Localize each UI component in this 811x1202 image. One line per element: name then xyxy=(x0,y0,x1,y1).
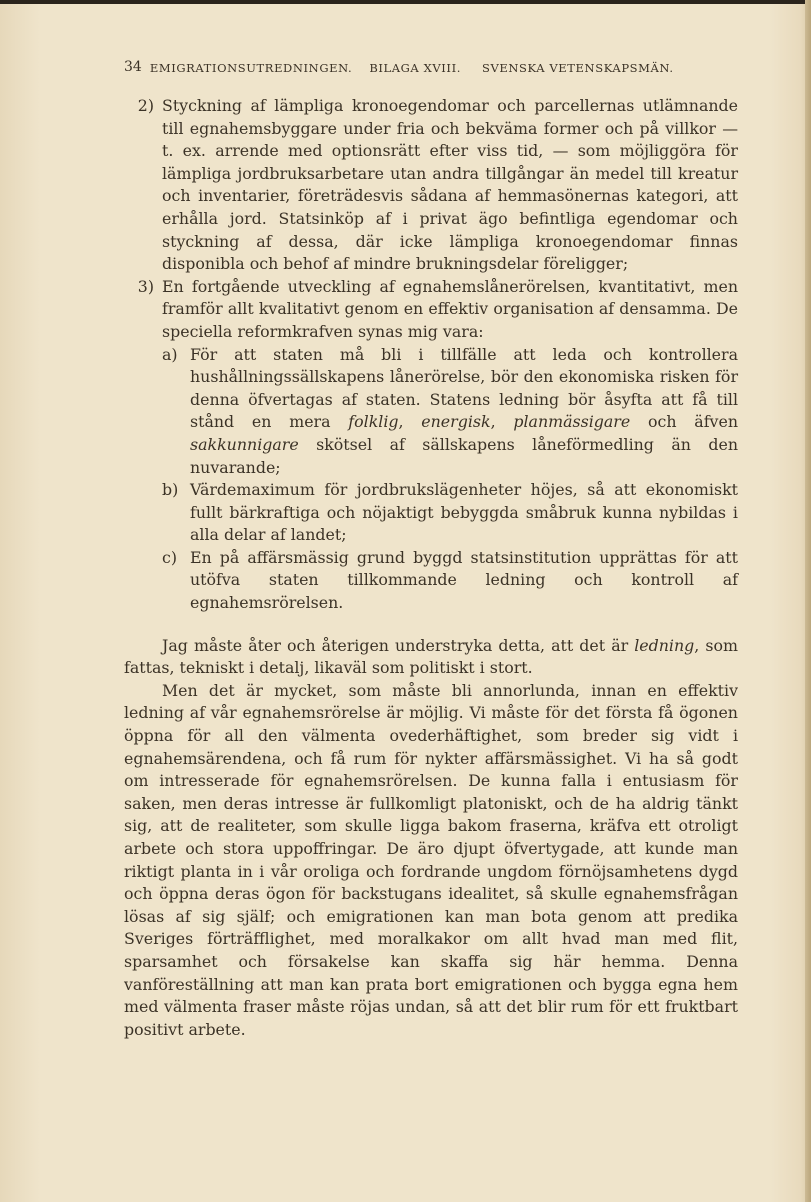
list-item-text: Styckning af lämpliga kronoegendomar och parcellernas utlämnande till egnahemsbyggare under fria och bekväma former och på villkor — t. ex. arrende med optionsrätt efter viss tid, — som möjliggöra för lämpliga jordbruksarbetare utan andra tillgångar än medel till kreatur och inventarier, företrädesvis sådana af hemmasönernas kategori, att erhålla jord. Statsinköp af i privat ägo befintliga egendomar och styckning af dessa, där icke lämpliga kronoegendomar finnas disponibla och behof af mindre brukningsdelar föreligger; xyxy=(162,96,738,274)
emphasis-text: ledning xyxy=(634,635,695,655)
sub-item-text xyxy=(190,344,738,480)
emphasis-text: planmässigare xyxy=(513,412,631,432)
text-run: och äfven xyxy=(630,412,738,432)
emphasis-text: folklig xyxy=(348,412,399,432)
sub-letter: a) xyxy=(162,344,178,364)
sub-letter: c) xyxy=(162,547,178,567)
text-run: , som fattas, tekniskt i detalj, likaväl som politiskt i stort. xyxy=(124,635,738,678)
sub-item-c xyxy=(162,547,738,615)
top-border xyxy=(0,0,811,4)
header-title-report: EMIGRATIONSUTREDNINGEN. xyxy=(149,61,353,75)
text-run: , xyxy=(398,412,422,432)
text-run: För att staten må bli i tillfälle att leda och kontrollera hushållningssällskapens lånerörelse, bör den ekonomiska risken för denna öfvertagas af staten. Statens ledning bör åsyfta att få till stånd en mera xyxy=(190,344,738,432)
paragraph-1 xyxy=(124,635,738,680)
running-header xyxy=(124,61,739,77)
spacer xyxy=(124,615,738,635)
list-item-content xyxy=(162,276,738,615)
sub-item-b xyxy=(162,479,738,547)
sub-item-a xyxy=(162,344,738,480)
sub-letter: b) xyxy=(162,480,179,500)
list-item-3 xyxy=(124,276,738,615)
header-title-section: SVENSKA VETENSKAPSMÄN. xyxy=(481,61,674,75)
sub-item-text: Värdemaximum för jordbrukslägenheter höjes, så att ekonomiskt fullt bärkraftiga och nöjaktigt bebyggda småbruk kunna nybildas i alla delar af landet; xyxy=(190,480,738,545)
list-item-text: En fortgående utveckling af egnahemslånerörelsen, kvantitativt, men framför allt kvalitativt genom en effektiv organisation af densamma. De speciella reformkrafven synas mig vara: xyxy=(162,276,738,341)
emphasis-text: sakkunnigare xyxy=(190,434,299,454)
text-run: Jag måste åter och återigen understryka detta, att det är xyxy=(162,635,635,655)
text-run: skötsel af sällskapens låneförmedling än den nuvarande; xyxy=(190,434,738,477)
text-run: , xyxy=(490,412,514,432)
list-number: 3) xyxy=(137,276,154,296)
page-body xyxy=(124,95,738,1041)
page-edge xyxy=(805,0,811,1202)
emphasis-text: energisk xyxy=(421,412,491,432)
paragraph-2: Men det är mycket, som måste bli annorlunda, innan en effektiv ledning af vår egnahemsrörelse är möjlig. Vi måste för det första få ögonen öppna för all den välmenta ovederhäftighet, som breder sig vidt i egnahemsärendena, och få rum för nykter affärsmässighet. Vi ha så godt om intresserade för egnahemsrörelsen. De kunna falla i entusiasm för saken, men deras intresse är fullkomligt platoniskt, och de ha aldrig tänkt sig, att de realiteter, som skulle ligga bakom fraserna, kräfva ett otroligt arbete och stora uppoffringar. De äro djupt öfvertygade, att kunde man riktigt planta in i vår oroliga och fordrande ungdom förnöjsamhetens dygd och öppna deras ögon för backstugans idealitet, så skulle egnahemsfrågan lösas af sig själf; och emigrationen kan man bota genom att predika Sveriges förträfflighet, med moralkakor om allt hvad man med flit, sparsamhet och försakelse kan skaffa sig här hemma. Denna vanföreställning att man kan prata bort emigrationen och bygga egna hem med välmenta fraser måste röjas undan, så att det blir rum för ett fruktbart positivt arbete. xyxy=(124,680,738,1039)
header-title-appendix: BILAGA XVIII. xyxy=(369,61,461,75)
page-number: 34 xyxy=(124,59,142,75)
sub-item-text: En på affärsmässig grund byggd statsinstitution upprättas för att utöfva staten tillkommande ledning och kontroll af egnahemsrörelsen. xyxy=(190,547,738,613)
list-number: 2) xyxy=(137,96,154,115)
list-item-2 xyxy=(124,95,738,276)
